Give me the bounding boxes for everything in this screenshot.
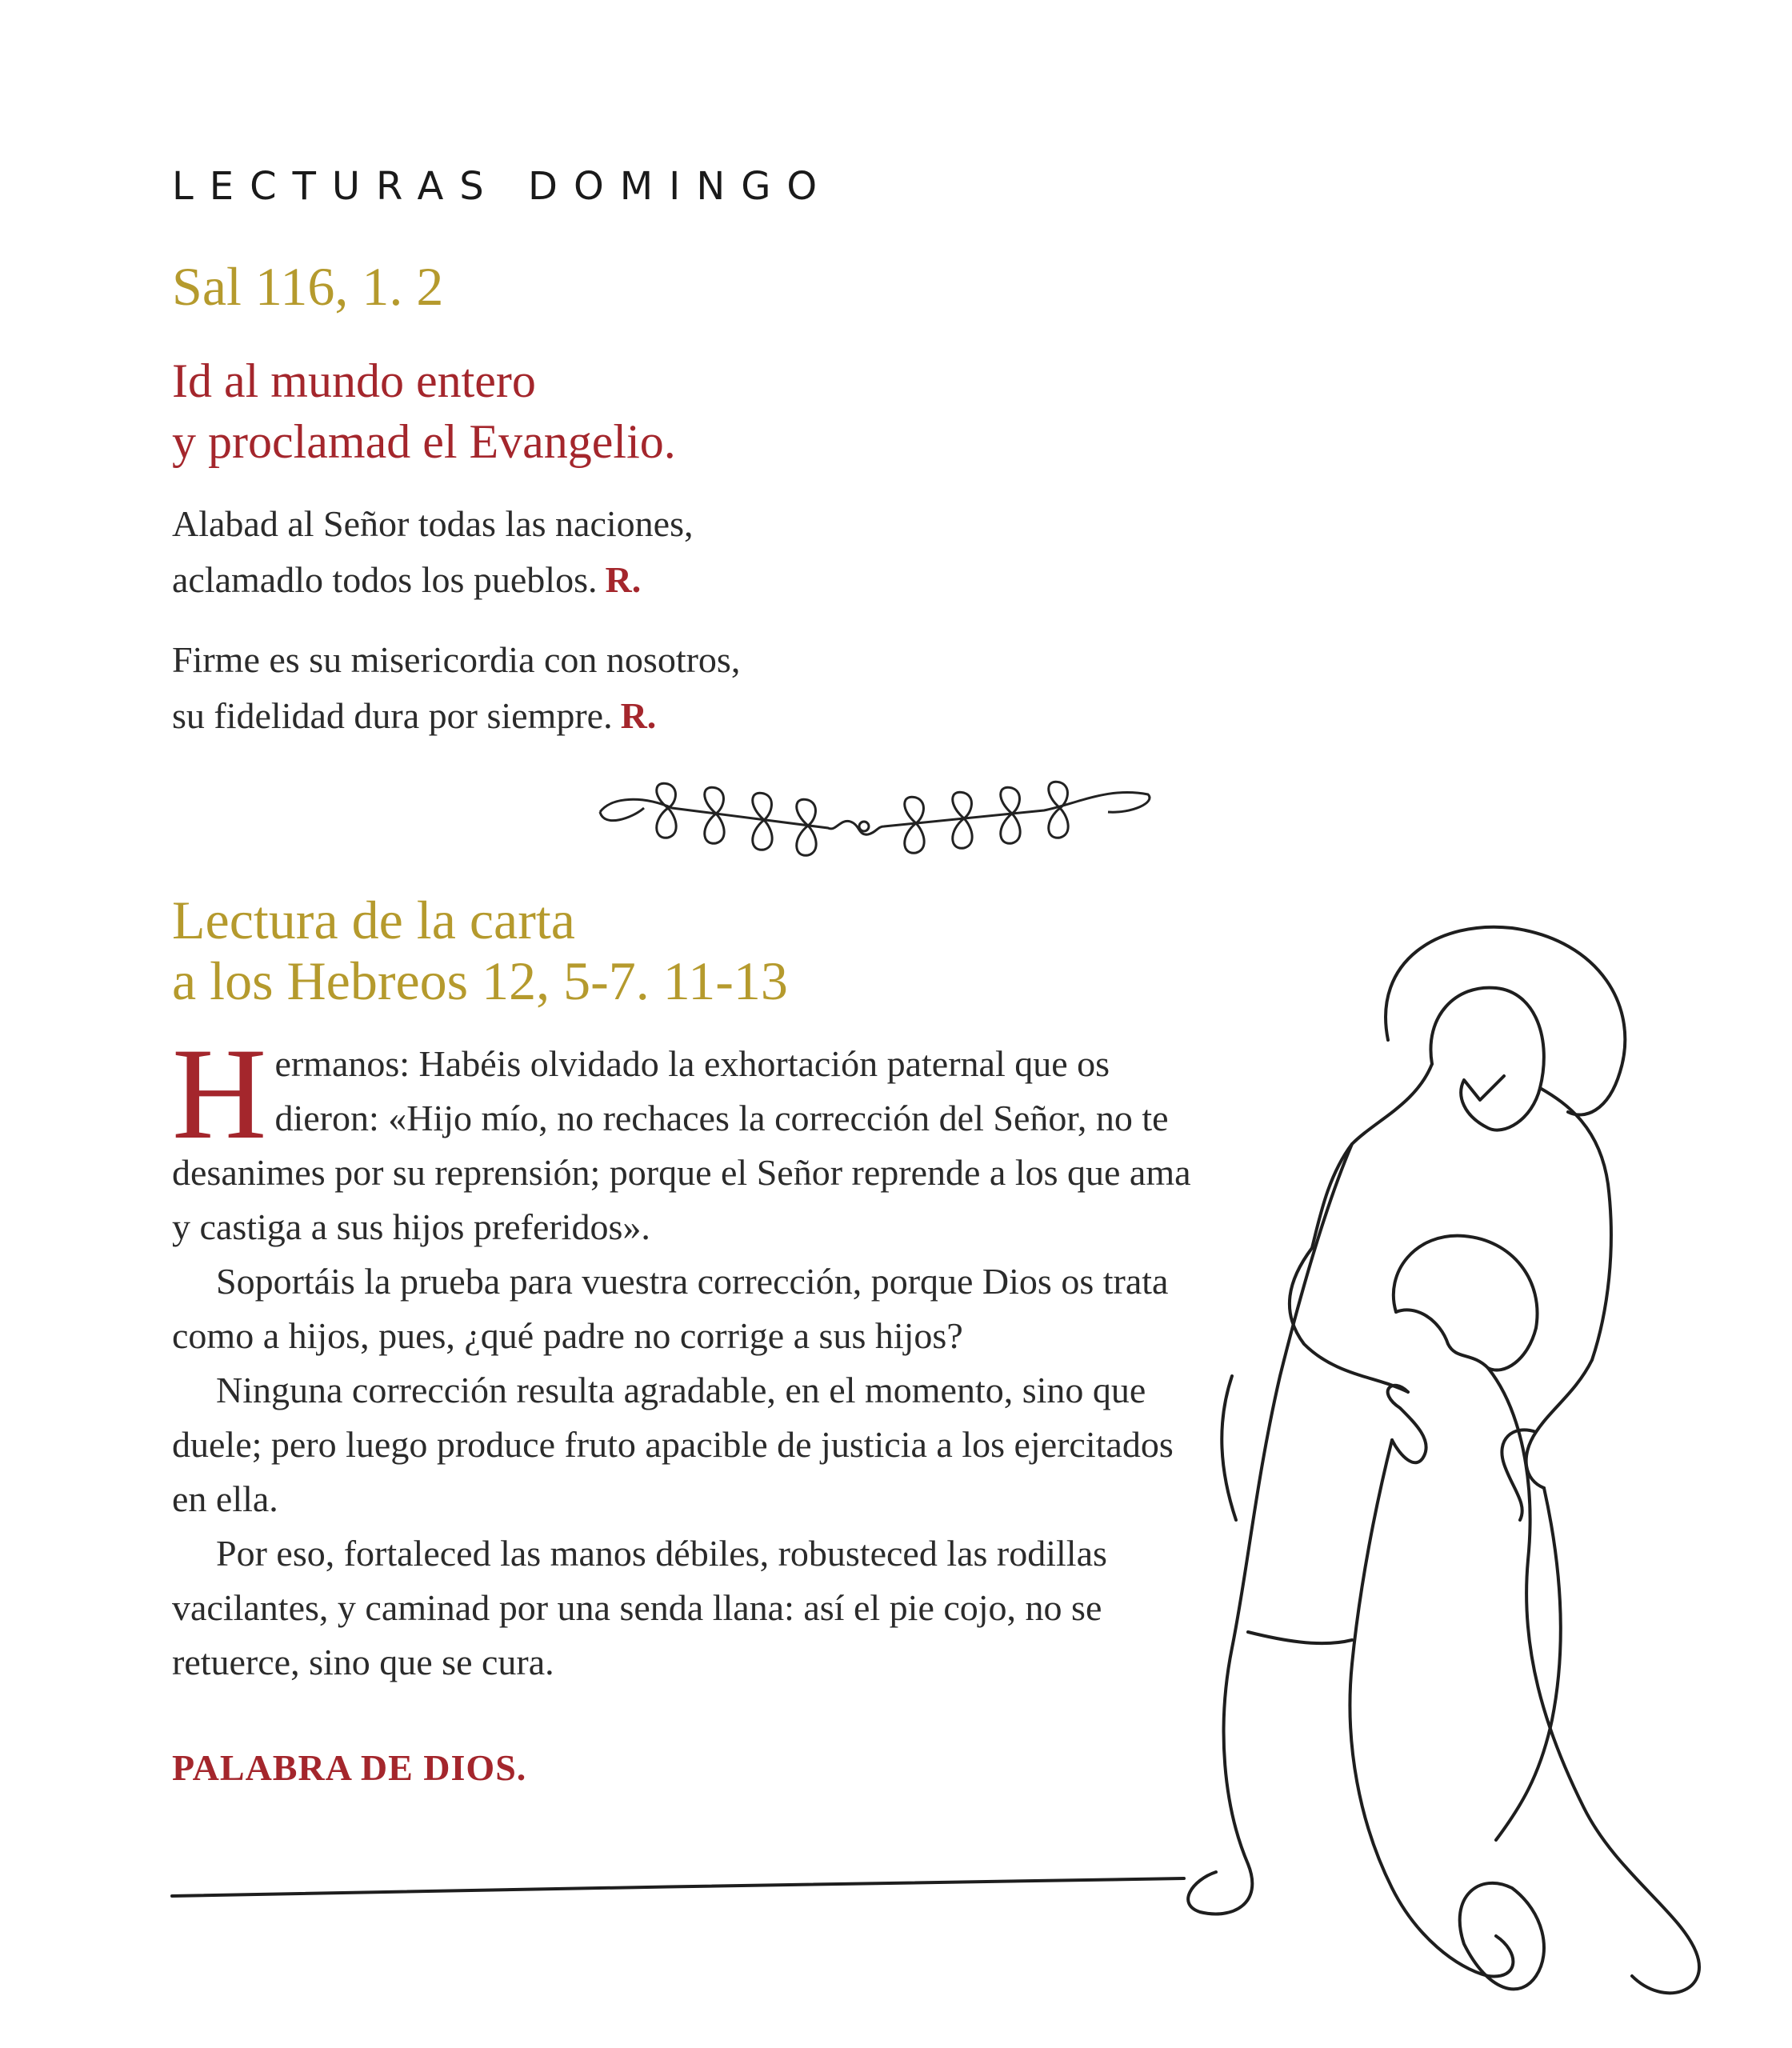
psalm-reference: Sal 116, 1. 2	[172, 256, 444, 317]
stanza-line: Alabad al Señor todas las naciones,	[172, 503, 694, 544]
paragraph-text: ermanos: Habéis olvidado la exhortación paternal que os dieron: «Hijo mío, no rechaces la corrección del Señor, no te desanimes por su reprensión; porque el Señor reprende a los que ama y castiga a sus hijos preferidos».	[172, 1043, 1191, 1247]
stanza-line: Firme es su misericordia con nosotros,	[172, 639, 741, 680]
stanza-line: aclamadlo todos los pueblos.	[172, 559, 598, 600]
drop-cap: H	[172, 1022, 267, 1166]
reading-title-line: a los Hebreos 12, 5-7. 11-13	[172, 950, 788, 1011]
psalm-response-line: y proclamad el Evangelio.	[172, 415, 676, 468]
psalm-response-line: Id al mundo entero	[172, 354, 536, 407]
closing-acclamation: PALABRA DE DIOS.	[172, 1747, 527, 1788]
reading-paragraph: Por eso, fortaleced las manos débiles, robusteced las rodillas vacilantes, y caminad por una senda llana: así el pie cojo, no se retuerce, sino que se cura.	[172, 1533, 1107, 1682]
stanza-line: su fidelidad dura por siempre.	[172, 695, 613, 736]
response-marker: R.	[605, 559, 642, 600]
reading-paragraph: Soportáis la prueba para vuestra corrección, porque Dios os trata como a hijos, pues, ¿qué padre no corrige a sus hijos?	[172, 1261, 1169, 1356]
response-marker: R.	[620, 695, 657, 736]
reading-paragraph: Ninguna corrección resulta agradable, en el momento, sino que duele; pero luego produce fruto apacible de justicia a los ejercitados en ella.	[172, 1370, 1174, 1519]
section-kicker: LECTURAS DOMINGO	[172, 164, 834, 209]
reading-title-line: Lectura de la carta	[172, 890, 575, 950]
